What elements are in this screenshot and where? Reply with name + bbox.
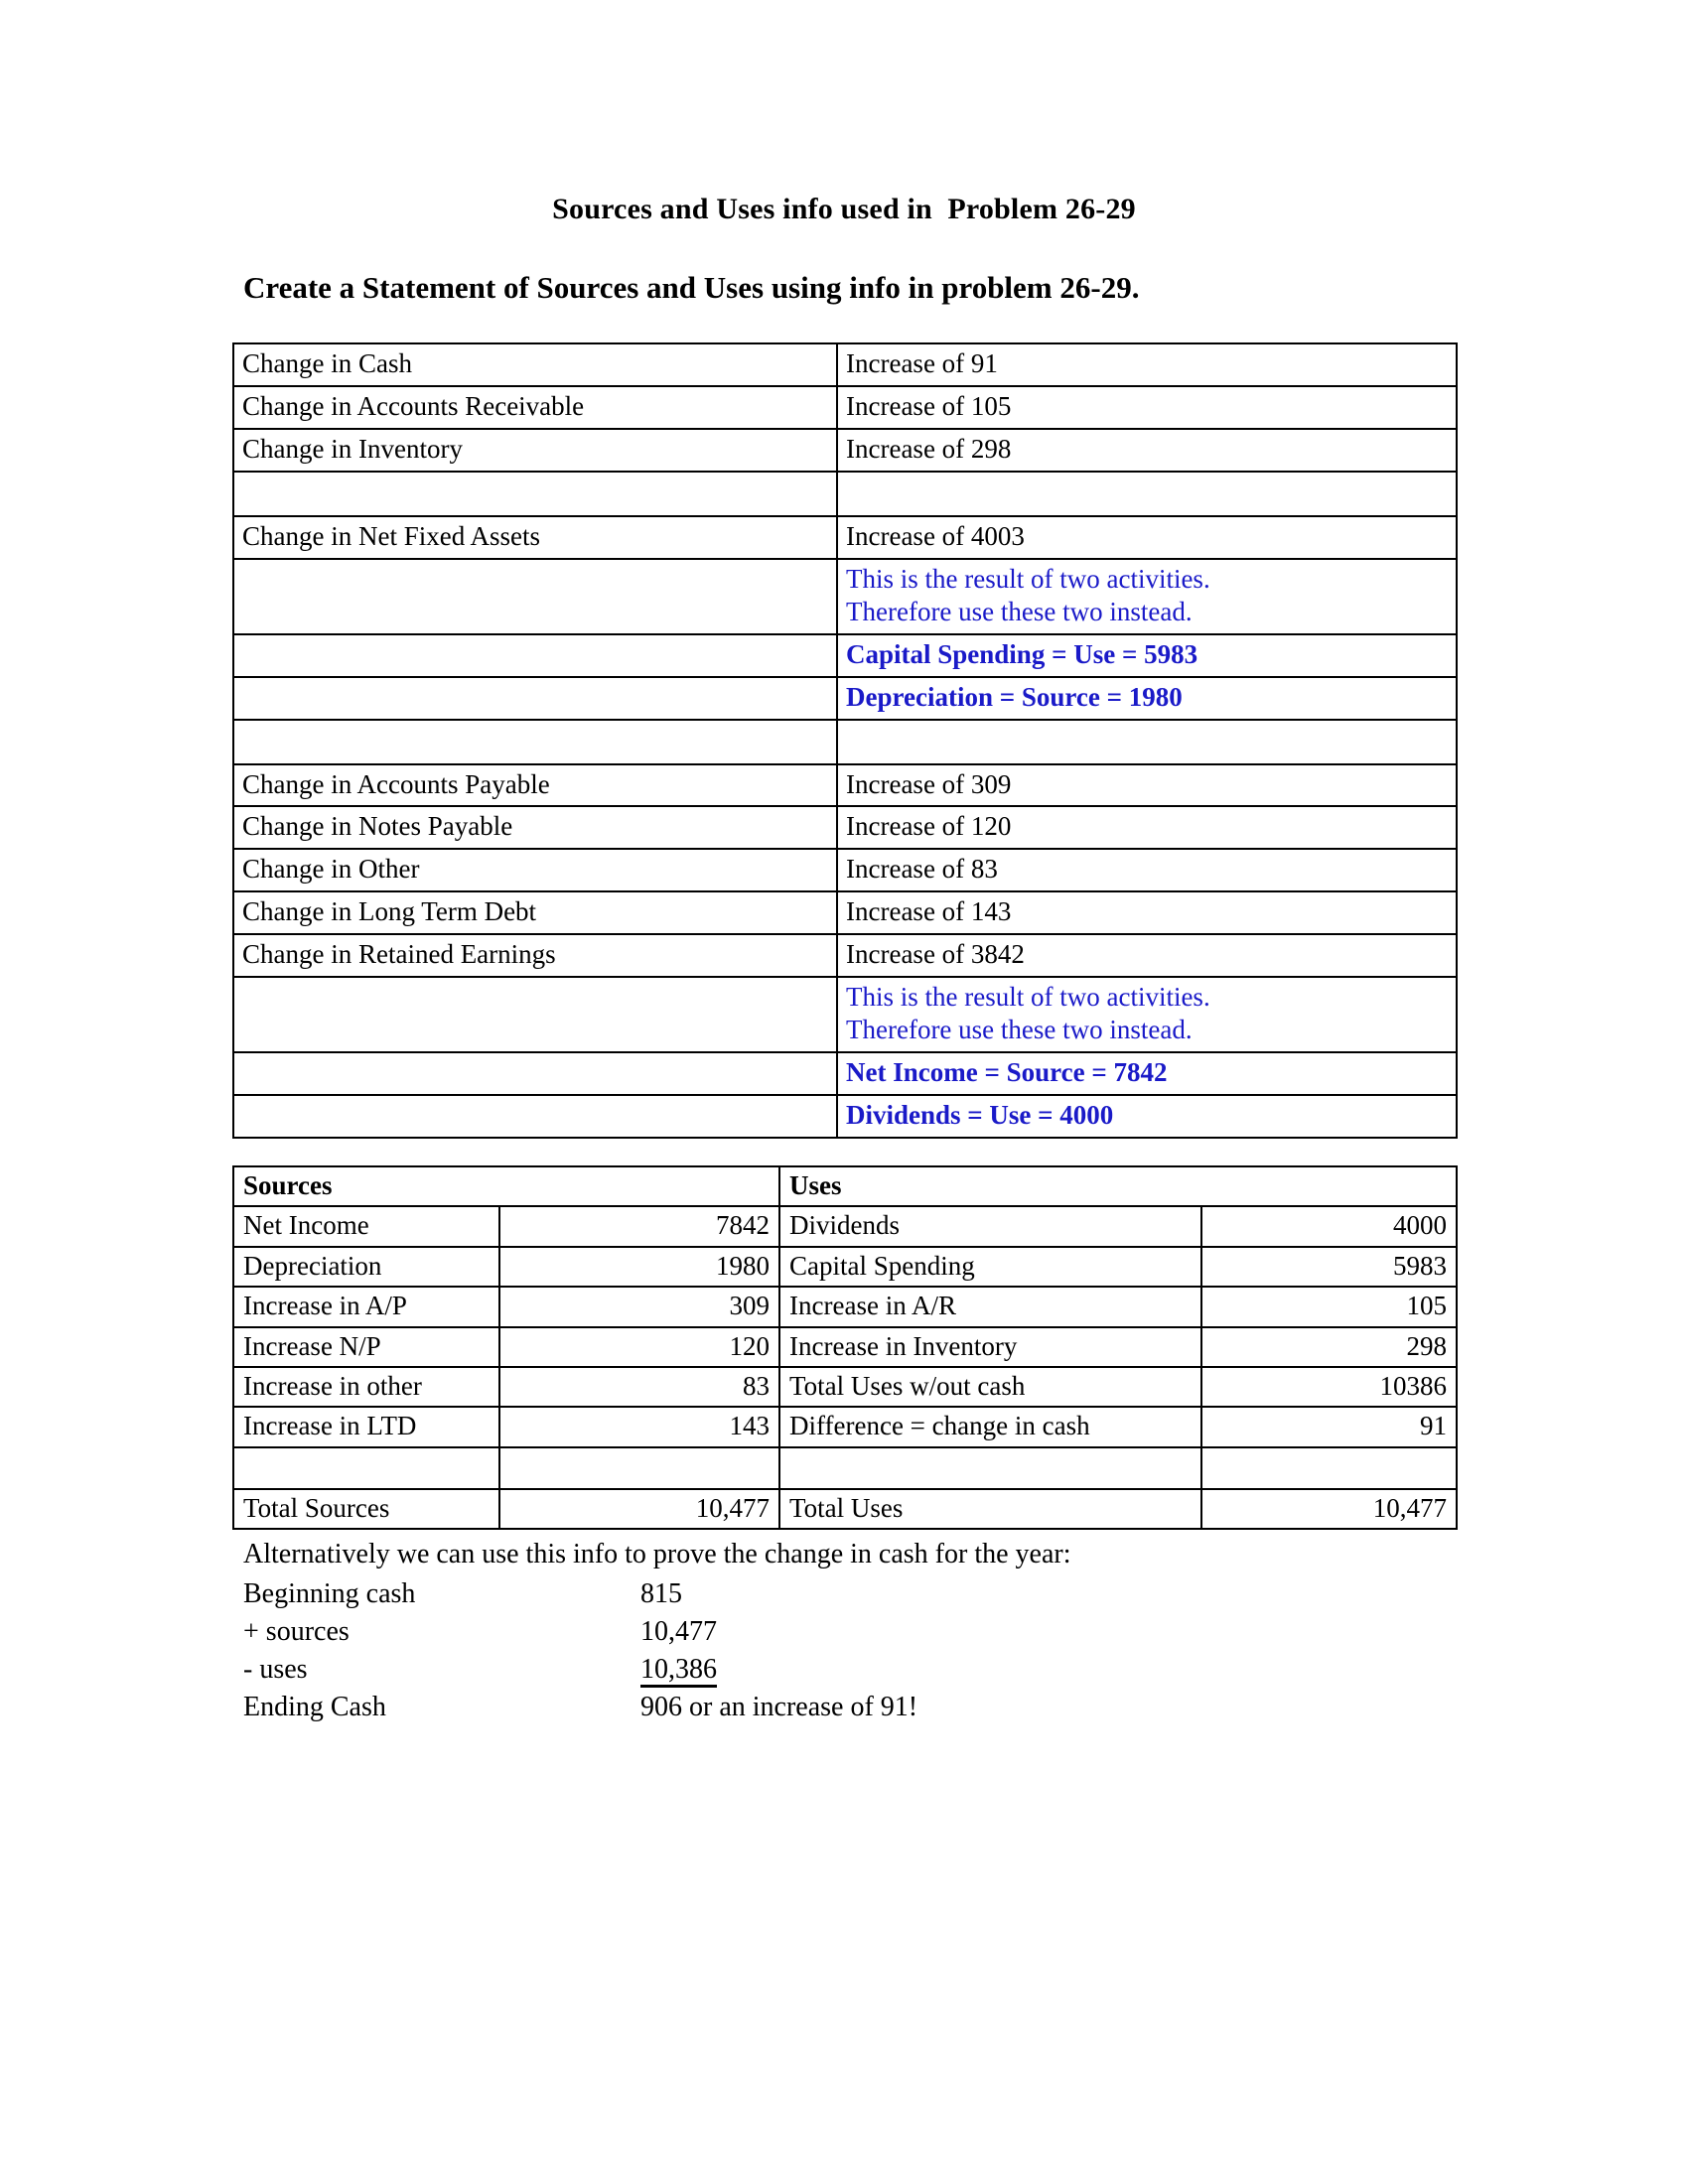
change-value-cell: Depreciation = Source = 1980: [837, 677, 1457, 720]
note-line: This is the result of two activities.: [846, 982, 1210, 1013]
source-value-cell: 1980: [499, 1247, 779, 1287]
change-value-cell: [837, 559, 1457, 634]
use-label-cell: Total Uses w/out cash: [779, 1367, 1201, 1407]
use-value-cell: 4000: [1201, 1206, 1457, 1246]
table-row: [233, 559, 1457, 634]
table-row: [233, 764, 1457, 807]
change-label-cell: [233, 677, 837, 720]
use-value-cell: [1201, 1447, 1457, 1489]
change-value-cell: Net Income = Source = 7842: [837, 1052, 1457, 1095]
source-label-cell: Increase in other: [233, 1367, 499, 1407]
table-row: [233, 634, 1457, 677]
source-value-cell: 83: [499, 1367, 779, 1407]
use-value-cell: 10386: [1201, 1367, 1457, 1407]
note-line: Therefore use these two instead.: [846, 1015, 1193, 1045]
document-title: Sources and Uses info used in Problem 26-29: [552, 193, 1136, 225]
change-label-cell: Change in Retained Earnings: [233, 934, 837, 977]
change-label-cell: [233, 1095, 837, 1138]
use-label-cell: [779, 1447, 1201, 1489]
change-value-cell: Increase of 4003: [837, 516, 1457, 559]
table-row: [233, 386, 1457, 429]
table-row: [233, 849, 1457, 891]
use-label-cell: Increase in A/R: [779, 1287, 1201, 1326]
source-value-cell: [499, 1447, 779, 1489]
proof-line-label: Beginning cash: [243, 1578, 416, 1609]
use-label-cell: Dividends: [779, 1206, 1201, 1246]
source-value-cell: 143: [499, 1407, 779, 1446]
change-value-cell: Increase of 120: [837, 806, 1457, 849]
table-row: [233, 1327, 1457, 1367]
table-row: [233, 806, 1457, 849]
proof-line-value: 10,477: [640, 1616, 717, 1647]
table-row: [233, 1407, 1457, 1446]
table-row: [233, 516, 1457, 559]
sources-header: Sources: [233, 1166, 779, 1206]
change-label-cell: Change in Notes Payable: [233, 806, 837, 849]
use-value-cell: 5983: [1201, 1247, 1457, 1287]
use-value-cell: 298: [1201, 1327, 1457, 1367]
note-line: This is the result of two activities.: [846, 563, 1210, 594]
sources-uses-header-row: [233, 1166, 1457, 1206]
changes-table-body: [233, 343, 1457, 1138]
use-value-cell: 91: [1201, 1407, 1457, 1446]
proof-lines: [243, 1580, 1070, 1731]
use-label-cell: Increase in Inventory: [779, 1327, 1201, 1367]
document-subtitle: Create a Statement of Sources and Uses using info in problem 26-29.: [243, 270, 1140, 305]
source-label-cell: Increase N/P: [233, 1327, 499, 1367]
use-label-cell: Total Uses: [779, 1489, 1201, 1529]
change-label-cell: Change in Other: [233, 849, 837, 891]
use-value-cell: 105: [1201, 1287, 1457, 1326]
proof-intro: Alternatively we can use this info to prove the change in cash for the year:: [243, 1539, 1071, 1570]
change-value-cell: [837, 472, 1457, 516]
change-value-cell: [837, 977, 1457, 1052]
change-value-cell: Increase of 143: [837, 891, 1457, 934]
change-label-cell: Change in Accounts Receivable: [233, 386, 837, 429]
change-value-cell: Increase of 91: [837, 343, 1457, 386]
proof-block: [243, 1541, 1070, 1731]
note-line: Therefore use these two instead.: [846, 596, 1193, 626]
table-row: [233, 1206, 1457, 1246]
source-value-cell: 7842: [499, 1206, 779, 1246]
source-label-cell: Net Income: [233, 1206, 499, 1246]
table-row: [233, 1052, 1457, 1095]
source-label-cell: [233, 1447, 499, 1489]
table-row: [233, 1367, 1457, 1407]
proof-line-label: - uses: [243, 1654, 308, 1685]
change-value-cell: Capital Spending = Use = 5983: [837, 634, 1457, 677]
change-value-cell: Increase of 298: [837, 429, 1457, 472]
sources-uses-table-body: [233, 1166, 1457, 1529]
sources-uses-table: [232, 1165, 1458, 1530]
change-value-cell: Dividends = Use = 4000: [837, 1095, 1457, 1138]
proof-line-value: 906 or an increase of 91!: [640, 1692, 918, 1722]
source-value-cell: 10,477: [499, 1489, 779, 1529]
proof-line-label: Ending Cash: [243, 1692, 386, 1722]
proof-line-value: 10,386: [640, 1656, 717, 1688]
proof-line: [243, 1580, 1070, 1618]
table-row: [233, 977, 1457, 1052]
proof-line-label: + sources: [243, 1616, 350, 1647]
source-value-cell: 120: [499, 1327, 779, 1367]
table-row: [233, 720, 1457, 764]
change-label-cell: Change in Accounts Payable: [233, 764, 837, 807]
table-row: [233, 472, 1457, 516]
change-label-cell: [233, 977, 837, 1052]
table-row: [233, 429, 1457, 472]
change-label-cell: [233, 720, 837, 764]
source-label-cell: Increase in A/P: [233, 1287, 499, 1326]
use-label-cell: Capital Spending: [779, 1247, 1201, 1287]
proof-line-value: 815: [640, 1578, 682, 1609]
change-value-cell: Increase of 3842: [837, 934, 1457, 977]
source-label-cell: Increase in LTD: [233, 1407, 499, 1446]
table-row: [233, 1447, 1457, 1489]
uses-header: Uses: [779, 1166, 1457, 1206]
change-label-cell: Change in Cash: [233, 343, 837, 386]
table-row: [233, 934, 1457, 977]
table-row: [233, 1095, 1457, 1138]
change-label-cell: [233, 1052, 837, 1095]
source-label-cell: Total Sources: [233, 1489, 499, 1529]
change-value-cell: Increase of 309: [837, 764, 1457, 807]
change-label-cell: [233, 559, 837, 634]
table-row: [233, 343, 1457, 386]
proof-line: [243, 1694, 1070, 1731]
change-label-cell: Change in Inventory: [233, 429, 837, 472]
change-value-cell: Increase of 105: [837, 386, 1457, 429]
table-row: [233, 1489, 1457, 1529]
change-value-cell: [837, 720, 1457, 764]
proof-line: [243, 1656, 1070, 1694]
change-label-cell: [233, 472, 837, 516]
change-label-cell: Change in Long Term Debt: [233, 891, 837, 934]
use-label-cell: Difference = change in cash: [779, 1407, 1201, 1446]
table-row: [233, 1247, 1457, 1287]
table-row: [233, 677, 1457, 720]
table-row: [233, 891, 1457, 934]
table-row: [233, 1287, 1457, 1326]
source-value-cell: 309: [499, 1287, 779, 1326]
proof-line: [243, 1618, 1070, 1656]
changes-table: [232, 342, 1458, 1139]
change-value-cell: Increase of 83: [837, 849, 1457, 891]
use-value-cell: 10,477: [1201, 1489, 1457, 1529]
source-label-cell: Depreciation: [233, 1247, 499, 1287]
change-label-cell: [233, 634, 837, 677]
change-label-cell: Change in Net Fixed Assets: [233, 516, 837, 559]
